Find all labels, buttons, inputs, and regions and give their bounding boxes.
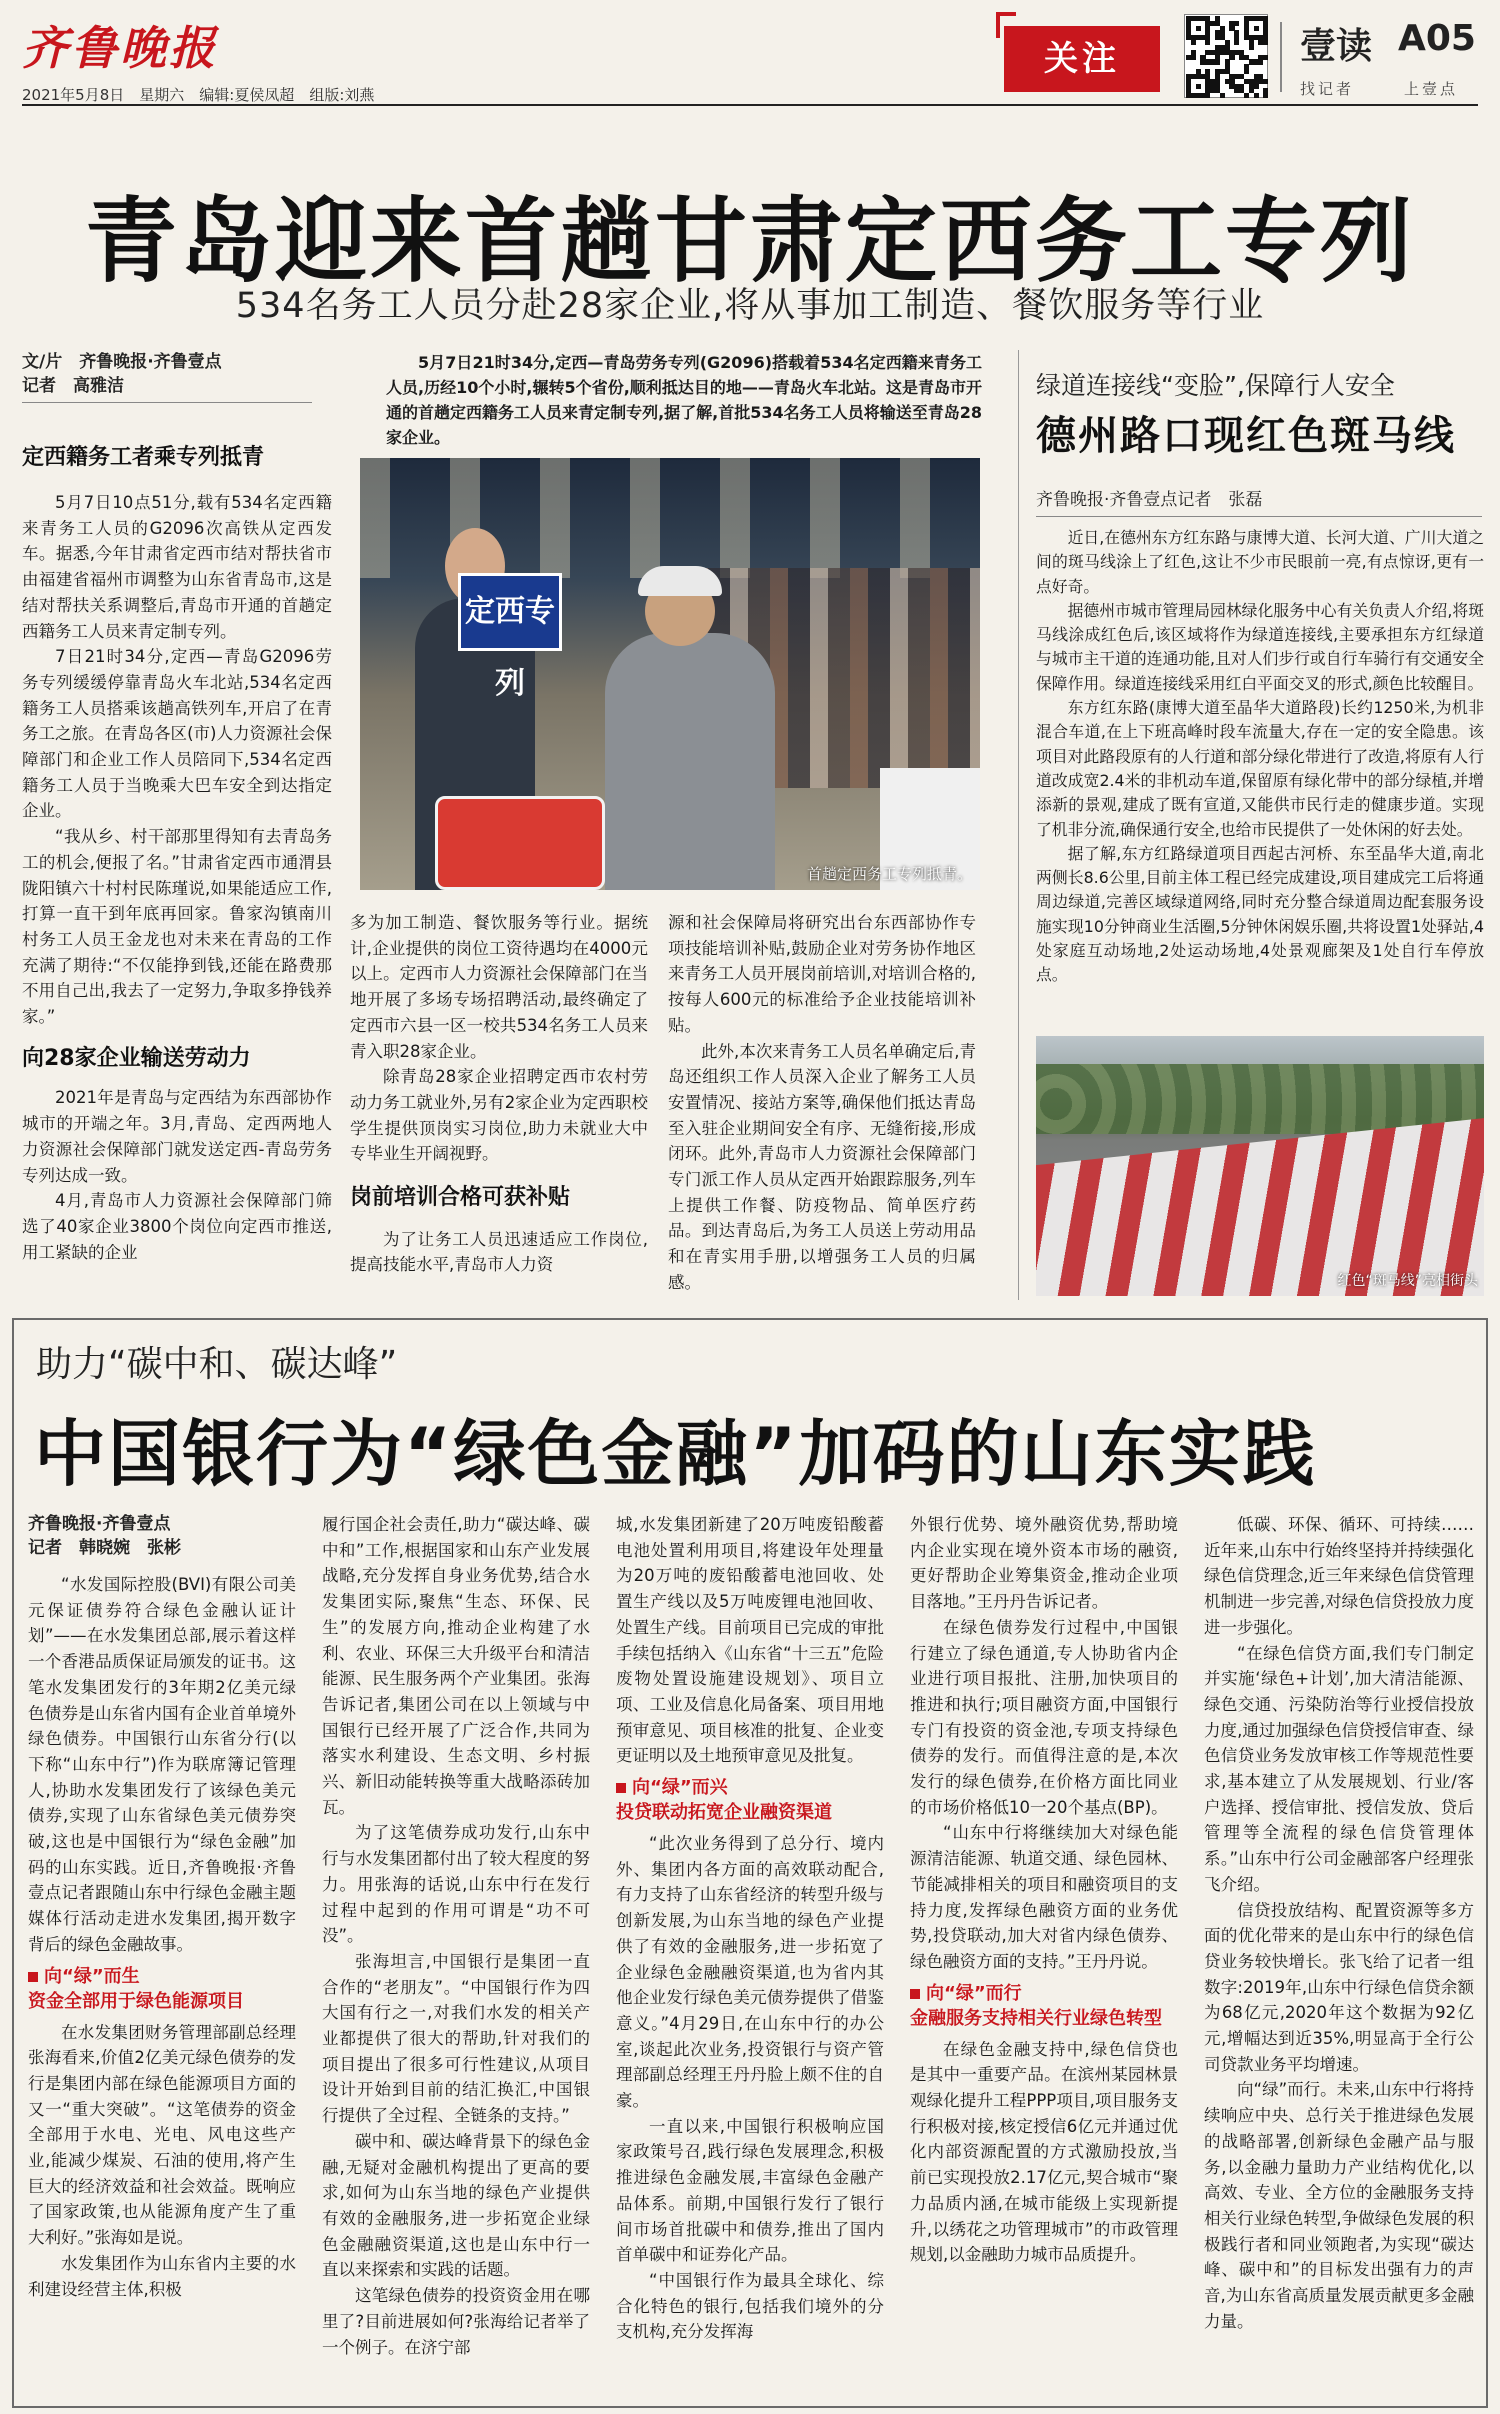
feature-column-3: 城,水发集团新建了20万吨废铅酸蓄电池处置利用项目,将建设年处理量为20万吨的废铅酸蓄电池回收、处置生产线以及5万吨废锂电池回收、处置生产线。目前项目已完成的审批手续包括纳入《山东省“十三五”危险废物处置设施建设规划》、项目立项、工业及信息化局备案、项目用地预审意见、项目核准的批复、企业变更证明以及土地预审意见及批复。 向“绿”而兴 投贷联动拓宽企业融资渠道 “此次业务得到了总分行、境内外、集团内各方面的高效联动配合,有力支持了山东省经济的转型升级与创新发展,为山东当地的绿色产业提供了有效的金融服务,进一步拓宽了企业绿色金融融资渠道,也为省内其他企业发行绿色美元债券提供了借鉴意义。”4月29日,在山东中行的办公室,谈起此次业务,投资银行与资产管理部副总经理王丹丹脸上颇不住的自豪。 一直以来,中国银行积极响应国家政策号召,践行绿色发展理念,积极推进绿色金融发展,丰富绿色金融产品体系。前期,中国银行发行了银行间市场首批碳中和债券,推出了国内首单碳中和证券化产品。 “中国银行作为最具全球化、综合化特色的银行,包括我们境外的分支机构,充分发挥海	[616, 1515, 884, 2342]
feature-byline-source: 齐鲁晚报·齐鲁壹点	[28, 1514, 171, 1534]
lead-headline: 青岛迎来首趟甘肃定西务工专列	[84, 188, 1415, 295]
lead-column-1: 5月7日10点51分,载有534名定西籍来青务工人员的G2096次高铁从定西发车。据悉,今年甘肃省定西市结对帮扶省市由福建省福州市调整为山东省青岛市,这是结对帮扶关系调整后,青岛市开通的首趟定西籍务工人员来青定制专列。 7日21时34分,定西—青岛G2096劳务专列缓缓停靠青岛火车北站,534名定西籍务工人员搭乘该趟高铁列车,开启了在青务工之旅。在青岛各区(市)人力资源社会保障部门和企业工作人员陪同下,534名定西籍务工人员于当晚乘大巴车安全到达指定企业。 “我从乡、村干部那里得知有去青岛务工的机会,便报了名。”甘肃省定西市通渭县陇阳镇六十村村民陈瑾说,如果能适应工作,打算一直干到年底再回家。鲁家沟镇南川村务工人员王金龙也对未来在青岛的工作充满了期待:“不仅能挣到钱,还能在路费那不用自己出,我去了一定努力,争取多挣钱养家。” 向28家企业输送劳动力 2021年是青岛与定西结为东西部协作城市的开端之年。3月,青岛、定西两地人力资源社会保障部门就发送定西-青岛劳务专列达成一致。 4月,青岛市人力资源社会保障部门筛选了40家企业3800个岗位向定西市推送,用工紧缺的企业	[22, 493, 332, 1262]
lead-photo	[360, 458, 980, 890]
lead-byline-source: 文/片 齐鲁晚报·齐鲁壹点	[22, 352, 222, 372]
lead-subhead-3: 岗前培训合格可获补贴	[350, 1185, 571, 1211]
feature-subhead-1: 向“绿”而生	[28, 1964, 296, 1989]
masthead-date-editor: 2021年5月8日 星期六 编辑:夏侯凤超 组版:刘燕	[22, 86, 375, 104]
side-photo	[1036, 1036, 1484, 1296]
side-photo-caption: 红色“斑马线”亮相街头	[1337, 1273, 1478, 1289]
feature-subhead-1b: 资金全部用于绿色能源项目	[28, 1990, 244, 2012]
side-headline: 德州路口现红色斑马线	[1036, 413, 1456, 459]
lead-column-3: 源和社会保障局将研究出台东西部协作专项技能培训补贴,鼓励企业对劳务协作地区来青务工人员开展岗前培训,对培训合格的,按每人600元的标准给予企业技能培训补贴。 此外,本次来青务工人员名单确定后,青岛还组织工作人员深入企业了解务工人员安置情况、接站方案等,确保他们抵达青岛至入驻企业期间安全有序、无缝衔接,形成闭环。此外,青岛市人力资源社会保障部门专门派工作人员从定西开始跟踪服务,列车上提供工作餐、防疫物品、简单医疗药品。到达青岛后,为务工人员送上劳动用品和在青实用手册,以增强务工人员的归属感。	[668, 913, 976, 1292]
feature-column-4: 外银行优势、境外融资优势,帮助境内企业实现在境外资本市场的融资,更好帮助企业筹集资金,推动企业项目落地。”王丹丹告诉记者。 在绿色债券发行过程中,中国银行建立了绿色通道,专人协助省内企业进行项目报批、注册,加快项目的推进和执行;项目融资方面,中国银行专门有投资的资金池,专项支持绿色债券的发行。而值得注意的是,本次发行的绿色债券,在价格方面比同业的市场价格低10一20个基点(BP)。 “山东中行将继续加大对绿色能源清洁能源、轨道交通、绿色园林、节能减排相关的项目和融资项目的支持力度,发挥绿色融资方面的业务优势,投贷联动,加大对省内绿色债券、绿色融资方面的支持。”王丹丹说。 向“绿”而行 金融服务支持相关行业绿色转型 在绿色金融支持中,绿色信贷也是其中一重要产品。在滨州某园林景观绿化提升工程PPP项目,项目服务支行积极对接,核定授信6亿元并通过优化内部资源配置的方式激励投放,当前已实现投放2.17亿元,契合城市“聚力品质内涵,在城市能级上实现新提升,以绣花之功管理城市”的市政管理规划,以金融助力城市品质提升。	[910, 1515, 1178, 2265]
feature-column-2: 履行国企社会责任,助力“碳达峰、碳中和”工作,根据国家和山东产业发展战略,充分发挥自身业务优势,结合水发集团实际,聚焦“生态、环保、民生”的发展方向,推动企业构建了水利、农业、环保三大升级平台和清洁能源、民生服务两个产业集团。张海告诉记者,集团公司在以上领域与中国银行已经开展了广泛合作,共同为落实水利建设、生态文明、乡村振兴、新旧动能转换等重大战略添砖加瓦。 为了这笔债券成功发行,山东中行与水发集团都付出了较大程度的努力。用张海的话说,山东中行在发行过程中起到的作用可谓是“功不可没”。 张海坦言,中国银行是集团一直合作的“老朋友”。“中国银行作为四大国有行之一,对我们水发的相关产业都提供了很大的帮助,针对我们的项目提出了很多可行性建议,从项目设计开始到目前的结汇换汇,中国银行提供了全过程、全链条的支持。” 碳中和、碳达峰背景下的绿色金融,无疑对金融机构提出了更高的要求,如何为山东当地的绿色产业提供有效的金融服务,进一步拓宽企业绿色金融融资渠道,这也是山东中行一直以来探索和实践的话题。 这笔绿色债券的投资资金用在哪里了?目前进展如何?张海给记者举了一个例子。在济宁部	[322, 1515, 590, 2357]
feature-kicker: 助力“碳中和、碳达峰”	[36, 1344, 398, 1385]
edition-name: 壹读	[1300, 26, 1373, 67]
newspaper-logo: 齐鲁晚报	[22, 21, 218, 75]
side-byline: 齐鲁晚报·齐鲁壹点记者 张磊	[1036, 490, 1263, 510]
feature-byline-reporter: 记者 韩晓婉 张彬	[28, 1538, 181, 1558]
lead-subhead-2: 向28家企业输送劳动力	[22, 1045, 251, 1071]
side-body: 近日,在德州东方红东路与康博大道、长河大道、广川大道之间的斑马线涂上了红色,这让不少市民眼前一亮,有点惊讶,更有一点好奇。 据德州市城市管理局园林绿化服务中心有关负责人介绍,将斑马线涂成红色后,该区域将作为绿道连接线,主要承担东方红绿道与城市主干道的连通功能,且对人们步行或自行车骑行有交通安全保障作用。绿道连接线采用红白平面交叉的形式,颜色比较醒目。 东方红东路(康博大道至晶华大道路段)长约1250米,为机非混合车道,在上下班高峰时段车流量大,存在一定的安全隐患。该项目对此路段原有的人行道和部分绿化带进行了改造,将原有人行道改成宽2.4米的非机动车道,保留原有绿化带中的部分绿植,并增添新的景观,建成了既有宣道,又能供市民行走的健康步道。实现了机非分流,确保通行安全,也给市民提供了一处休闲的好去处。 据了解,东方红路绿道项目西起古河桥、东至晶华大道,南北两侧长8.6公里,目前主体工程已经完成建设,项目建成完工后将通周边绿道,完善区域绿道网络,同时充分整合绿道周边配套服务设施实现10分钟商业生活圈,5分钟休闲娱乐圈,共将设置1处驿站,4处家庭互动场地,2处运动场地,4处景观廊架及1处自行车停放点。	[1036, 528, 1484, 985]
feature-subhead-3b: 金融服务支持相关行业绿色转型	[910, 2007, 1162, 2029]
lead-photo-caption: 首趟定西务工专列抵青。	[806, 865, 972, 883]
lead-subhead-1: 定西籍务工者乘专列抵青	[22, 445, 265, 470]
feature-column-5: 低碳、环保、循环、可持续……近年来,山东中行始终坚持并持续强化绿色信贷理念,近三年来绿色信贷管理机制进一步完善,对绿色信贷投放力度进一步强化。 “在绿色信贷方面,我们专门制定并实施‘绿色+计划’,加大清洁能源、绿色交通、污染防治等行业授信投放力度,通过加强绿色信贷授信审查、绿色信贷业务发放审核工作等规范性要求,基本建立了从发展规划、行业/客户选择、授信审批、授信发放、贷后管理等全流程的绿色信贷管理体系。”山东中行公司金融部客户经理张飞介绍。 信贷投放结构、配置资源等多方面的优化带来的是山东中行的绿色信贷业务较快增长。张飞给了记者一组数字:2019年,山东中行绿色信贷余额为68亿元,2020年这个数据为92亿元,增幅达到近35%,明显高于全行公司贷款业务平均增速。 向“绿”而行。未来,山东中行将持续响应中央、总行关于推进绿色发展的战略部署,创新绿色金融产品与服务,以金融力量助力产业结构优化,以高效、专业、全方位的金融服务支持相关行业绿色转型,争做绿色发展的积极践行者和同业领跑者,为实现“碳达峰、碳中和”的目标发出强有力的声音,为山东省高质量发展贡献更多金融力量。	[1204, 1515, 1474, 2331]
feature-headline: 中国银行为“绿色金融”加码的山东实践	[34, 1412, 1317, 1496]
masthead-divider	[1280, 22, 1282, 92]
feature-subhead-2b: 投贷联动拓宽企业融资渠道	[616, 1802, 832, 1824]
lead-intro: 5月7日21时34分,定西—青岛劳务专列(G2096)搭载着534名定西籍来青务工人员,历经10个小时,辗转5个省份,顺利抵达目的地——青岛火车北站。这是青岛市开通的首趟定西籍务工人员来青定制专列,据了解,首批534名务工人员将输送至青岛28家企业。	[386, 353, 982, 447]
section-badge: 关注	[1004, 26, 1160, 92]
qr-code-icon[interactable]	[1184, 14, 1268, 98]
page-number: A05	[1398, 18, 1476, 59]
feature-subhead-2: 向“绿”而兴	[616, 1775, 884, 1800]
masthead-rule	[22, 104, 1478, 106]
edition-slogan-left: 找记者	[1300, 80, 1355, 98]
lead-column-2: 多为加工制造、餐饮服务等行业。据统计,企业提供的岗位工资待遇均在4000元以上。定西市人力资源社会保障部门在当地开展了多场专场招聘活动,最终确定了定西市六县一区一校共534名务工人员来青入职28家企业。 除青岛28家企业招聘定西市农村劳动力务工就业外,另有2家企业为定西职校学生提供顶岗实习岗位,助力未就业大中专毕业生开阔视野。 岗前培训合格可获补贴 为了让务工人员迅速适应工作岗位,提高技能水平,青岛市人力资	[350, 913, 648, 1275]
lead-byline-reporter: 记者 高雅洁	[22, 376, 124, 396]
lead-subheadline: 534名务工人员分赴28家企业,将从事加工制造、餐饮服务等行业	[235, 286, 1265, 326]
photo-sign-text: 定西专列	[458, 573, 562, 651]
side-kicker: 绿道连接线“变脸”,保障行人安全	[1036, 371, 1395, 400]
edition-slogan-right: 上壹点	[1404, 80, 1459, 98]
feature-subhead-3: 向“绿”而行	[910, 1981, 1178, 2006]
feature-column-1: “水发国际控股(BVI)有限公司美元保证债券符合绿色金融认证计划”——在水发集团总部,展示着这样一个香港品质保证局颁发的证书。这笔水发集团发行的3年期2亿美元绿色债券是山东省内国有企业首单境外绿色债券。中国银行山东省分行(以下称“山东中行”)作为联席簿记管理人,协助水发集团发行了该绿色美元债券,实现了山东省绿色美元债券突破,这也是中国银行为“绿色金融”加码的山东实践。近日,齐鲁晚报·齐鲁壹点记者跟随山东中行绿色金融主题媒体行活动走进水发集团,揭开数字背后的绿色金融故事。 向“绿”而生 资金全部用于绿色能源项目 在水发集团财务管理部副总经理张海看来,价值2亿美元绿色债券的发行是集团内部在绿色能源项目方面的又一“重大突破”。“这笔债券的资金全部用于水电、光电、风电这些产业,能减少煤炭、石油的使用,将产生巨大的经济效益和社会效益。既响应了国家政策,也从能源角度产生了重大利好。”张海如是说。 水发集团作为山东省内主要的水利建设经营主体,积极	[28, 1575, 296, 2299]
